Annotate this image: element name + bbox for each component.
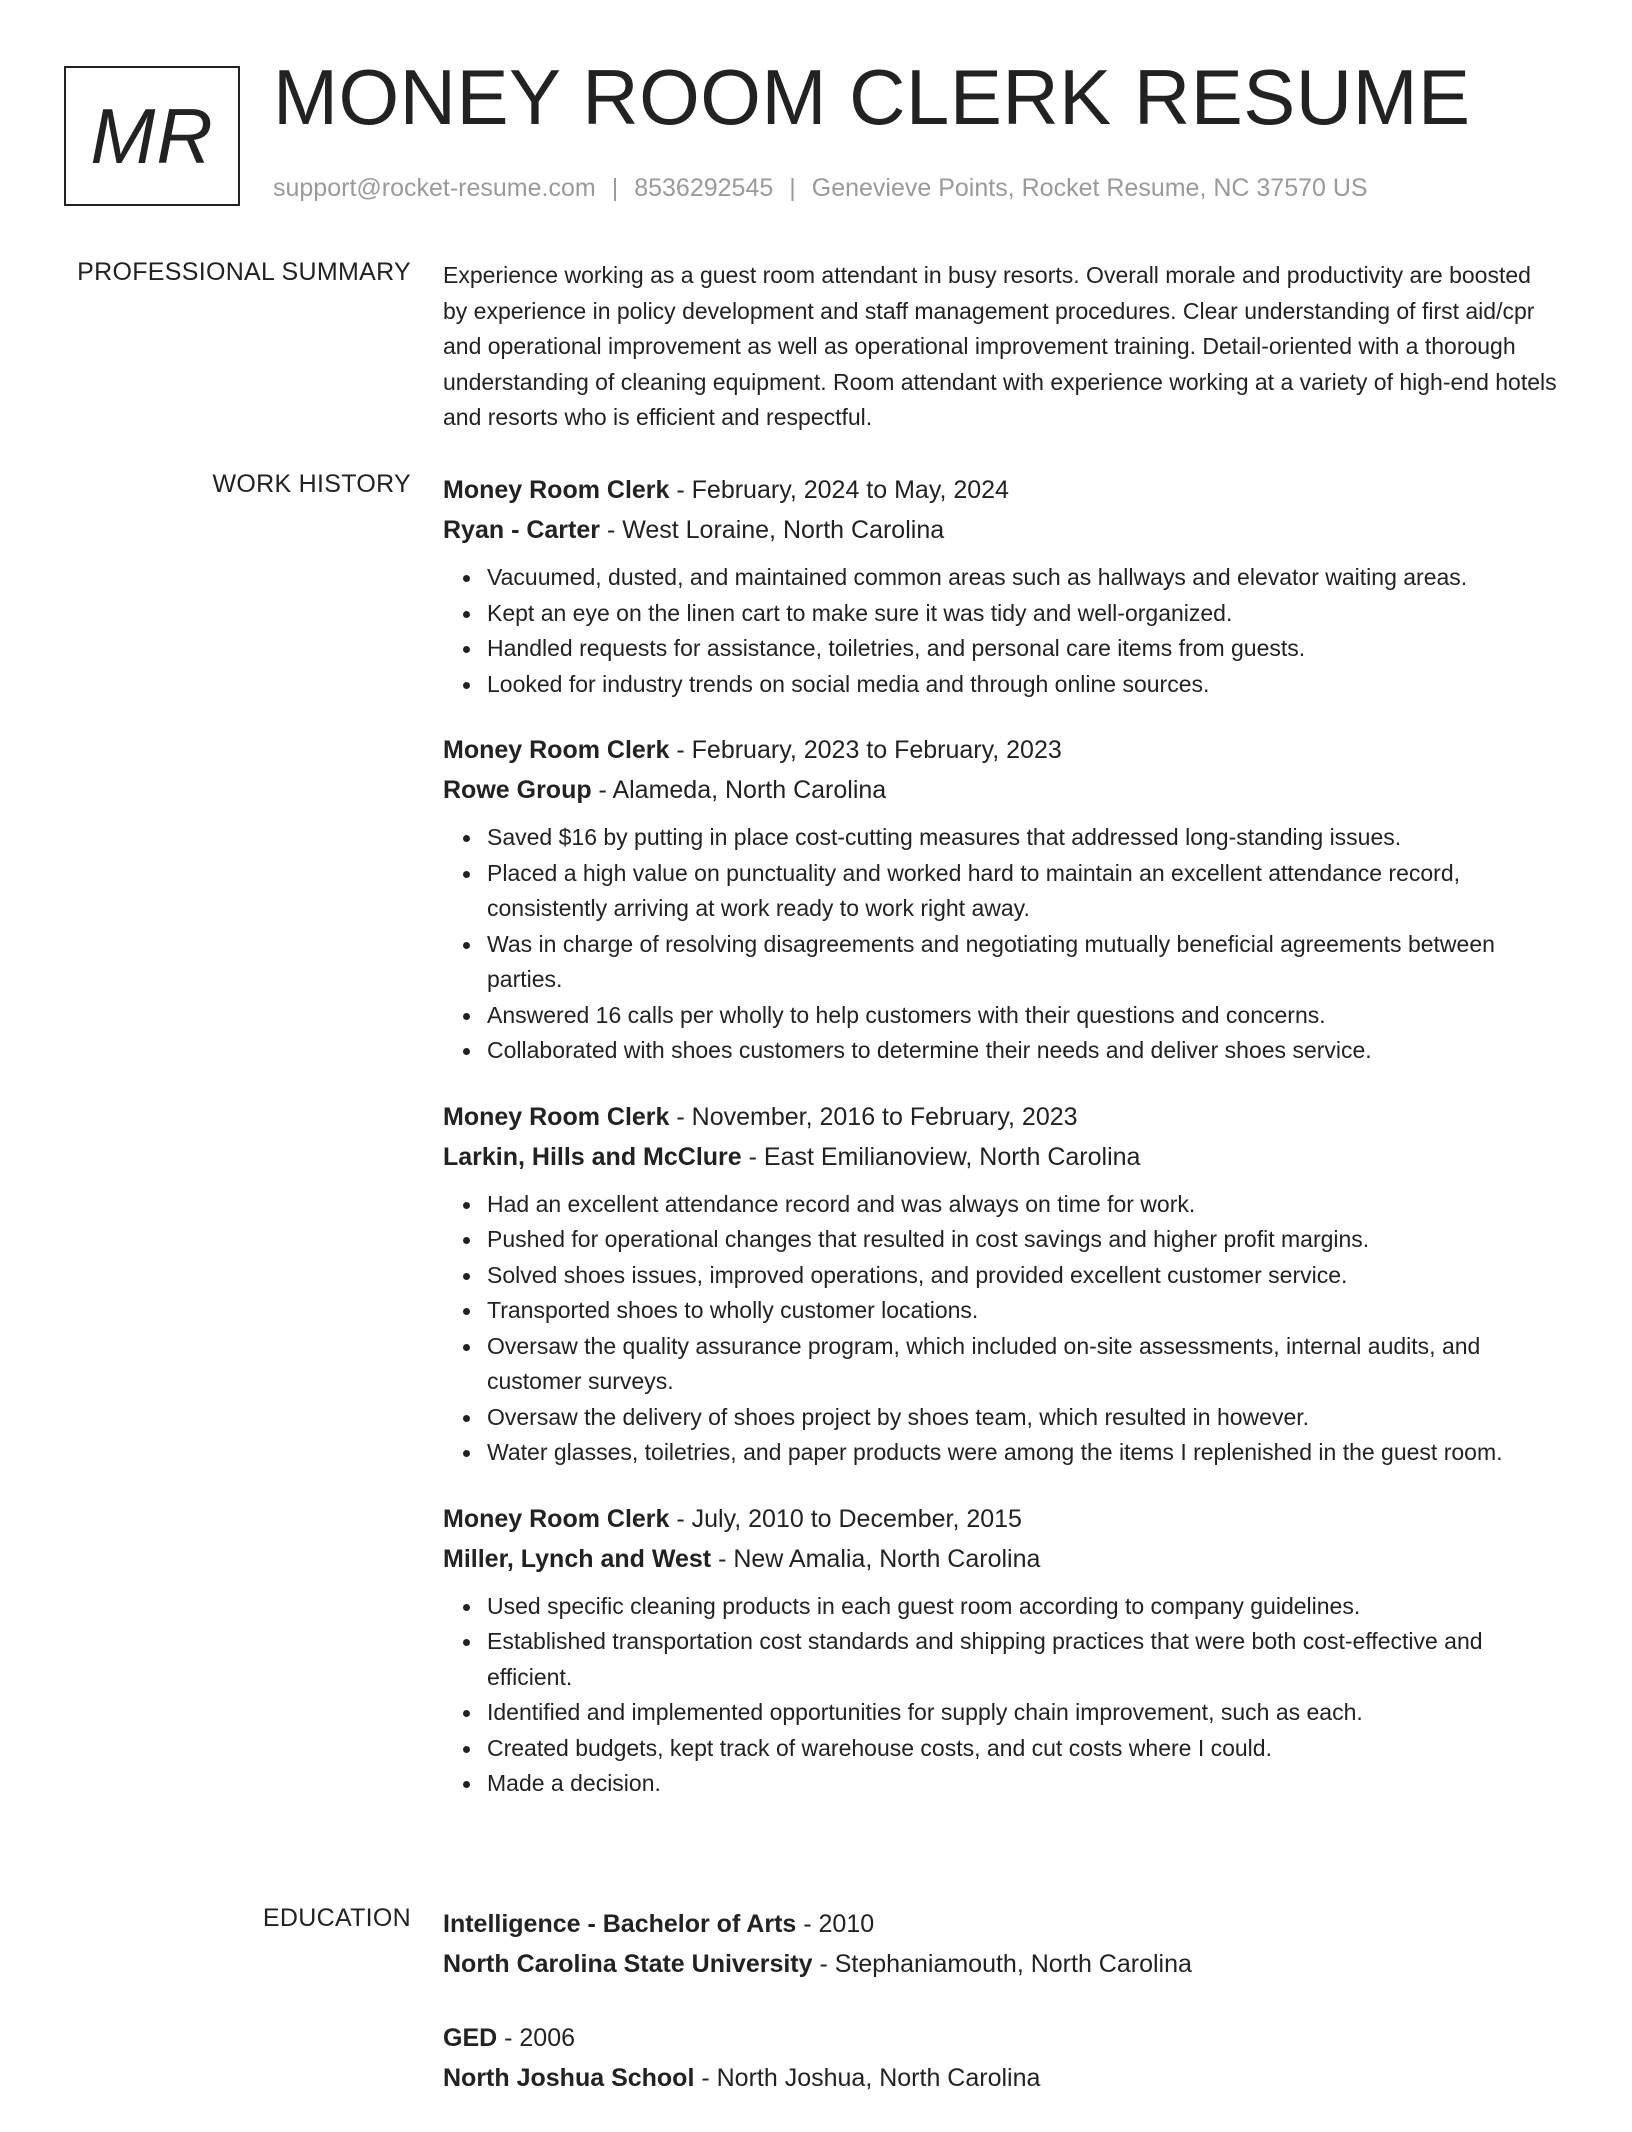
job-dates: - February, 2023 to February, 2023 <box>669 736 1062 764</box>
school-line <box>443 2058 1558 2098</box>
job-bullet: Vacuumed, dusted, and maintained common areas such as hallways and elevator waiting areas. <box>487 560 1558 596</box>
job-entry <box>443 1097 1558 1471</box>
job-bullet: Oversaw the delivery of shoes project by shoes team, which resulted in however. <box>487 1400 1558 1436</box>
job-location: - West Loraine, North Carolina <box>600 516 945 544</box>
education-entry <box>443 2018 1558 2098</box>
job-bullet: Solved shoes issues, improved operations, and provided excellent customer service. <box>487 1258 1558 1294</box>
job-bullet: Had an excellent attendance record and was always on time for work. <box>487 1187 1558 1223</box>
job-bullet: Pushed for operational changes that resulted in cost savings and higher profit margins. <box>487 1222 1558 1258</box>
job-company: Larkin, Hills and McClure <box>443 1142 742 1171</box>
degree-name: Intelligence - Bachelor of Arts <box>443 1910 797 1938</box>
job-bullet: Water glasses, toiletries, and paper products were among the items I replenished in the guest room. <box>487 1435 1558 1471</box>
job-title: Money Room Clerk <box>443 1504 670 1533</box>
education-entry <box>443 1904 1558 1984</box>
school-location: - Stephaniamouth, North Carolina <box>812 1950 1192 1978</box>
job-entry <box>443 730 1558 1069</box>
job-bullet: Collaborated with shoes customers to determine their needs and deliver shoes service. <box>487 1033 1558 1069</box>
job-location: - Alameda, North Carolina <box>591 776 887 804</box>
job-bullet: Kept an eye on the linen cart to make sure it was tidy and well-organized. <box>487 596 1558 632</box>
contact-separator: | <box>611 174 619 202</box>
job-bullets <box>443 560 1558 702</box>
job-bullet: Oversaw the quality assurance program, which included on-site assessments, internal audits, and customer surveys. <box>487 1329 1558 1400</box>
job-bullet: Identified and implemented opportunities for supply chain improvement, such as each. <box>487 1695 1558 1731</box>
contact-line <box>273 174 1368 203</box>
job-dates: - February, 2024 to May, 2024 <box>669 476 1009 504</box>
school-line <box>443 1944 1558 1984</box>
school-name: North Carolina State University <box>443 1950 813 1978</box>
job-location: - New Amalia, North Carolina <box>711 1544 1041 1573</box>
job-title-line <box>443 470 1558 510</box>
job-company: Miller, Lynch and West <box>443 1544 712 1573</box>
job-bullet: Established transportation cost standards and shipping practices that were both cost-effective and efficient. <box>487 1624 1558 1695</box>
job-bullet: Answered 16 calls per wholly to help customers with their questions and concerns. <box>487 998 1558 1034</box>
monogram-badge <box>64 66 240 206</box>
contact-address: Genevieve Points, Rocket Resume, NC 37570 US <box>811 174 1368 202</box>
education-heading: EDUCATION <box>262 1904 411 1932</box>
job-bullet: Transported shoes to wholly customer locations. <box>487 1293 1558 1329</box>
job-bullet: Looked for industry trends on social media and through online sources. <box>487 667 1558 703</box>
degree-name: GED <box>443 2024 498 2052</box>
work-history-heading: WORK HISTORY <box>212 470 411 498</box>
school-location: - North Joshua, North Carolina <box>694 2064 1041 2092</box>
job-dates: - July, 2010 to December, 2015 <box>669 1504 1022 1533</box>
job-company-line <box>443 770 1558 810</box>
job-title-line <box>443 1499 1558 1539</box>
job-entry <box>443 1499 1558 1802</box>
job-title: Money Room Clerk <box>443 476 670 504</box>
contact-separator: | <box>789 174 796 202</box>
summary-heading: PROFESSIONAL SUMMARY <box>77 258 411 286</box>
job-company-line <box>443 1539 1558 1579</box>
job-dates: - November, 2016 to February, 2023 <box>669 1102 1078 1131</box>
degree-year: - 2010 <box>796 1910 875 1938</box>
job-company: Rowe Group <box>443 776 592 804</box>
job-title: Money Room Clerk <box>443 1102 670 1131</box>
job-company-line <box>443 510 1558 550</box>
job-title: Money Room Clerk <box>443 736 670 764</box>
job-company: Ryan - Carter <box>443 516 600 544</box>
school-name: North Joshua School <box>443 2064 695 2092</box>
job-bullets <box>443 1187 1558 1471</box>
job-company-line <box>443 1137 1558 1177</box>
job-bullet: Used specific cleaning products in each guest room according to company guidelines. <box>487 1589 1558 1625</box>
job-bullet: Placed a high value on punctuality and worked hard to maintain an excellent attendance record, consistently arriving at work ready to work right away. <box>487 856 1558 927</box>
job-entry <box>443 470 1558 702</box>
job-bullet: Created budgets, kept track of warehouse costs, and cut costs where I could. <box>487 1731 1558 1767</box>
job-title-line <box>443 730 1558 770</box>
contact-phone: 8536292545 <box>634 174 774 202</box>
resume-title: MONEY ROOM CLERK RESUME <box>273 53 1471 141</box>
contact-email: support@rocket-resume.com <box>273 174 596 202</box>
job-bullets <box>443 1589 1558 1802</box>
job-bullet: Was in charge of resolving disagreements and negotiating mutually beneficial agreements between parties. <box>487 927 1558 998</box>
job-location: - East Emilianoview, North Carolina <box>741 1142 1141 1171</box>
monogram-initials: MR <box>90 91 214 180</box>
job-title-line <box>443 1097 1558 1137</box>
job-bullet: Handled requests for assistance, toiletries, and personal care items from guests. <box>487 631 1558 667</box>
summary-text: Experience working as a guest room attendant in busy resorts. Overall morale and productivity are boosted by experience in policy development and staff management procedures. Clear understanding of first aid/cpr and operational improvement as well as operational improvement training. Detail-oriented with a thorough understanding of cleaning equipment. Room attendant with experience working at a variety of high-end hotels and resorts who is efficient and respectful. <box>443 262 1557 430</box>
job-bullets <box>443 820 1558 1069</box>
degree-line <box>443 2018 1558 2058</box>
degree-line <box>443 1904 1558 1944</box>
education-list <box>443 1904 1558 2132</box>
work-history-list <box>443 470 1558 1830</box>
job-bullet: Made a decision. <box>487 1766 1558 1802</box>
job-bullet: Saved $16 by putting in place cost-cutting measures that addressed long-standing issues. <box>487 820 1558 856</box>
degree-year: - 2006 <box>497 2024 576 2052</box>
